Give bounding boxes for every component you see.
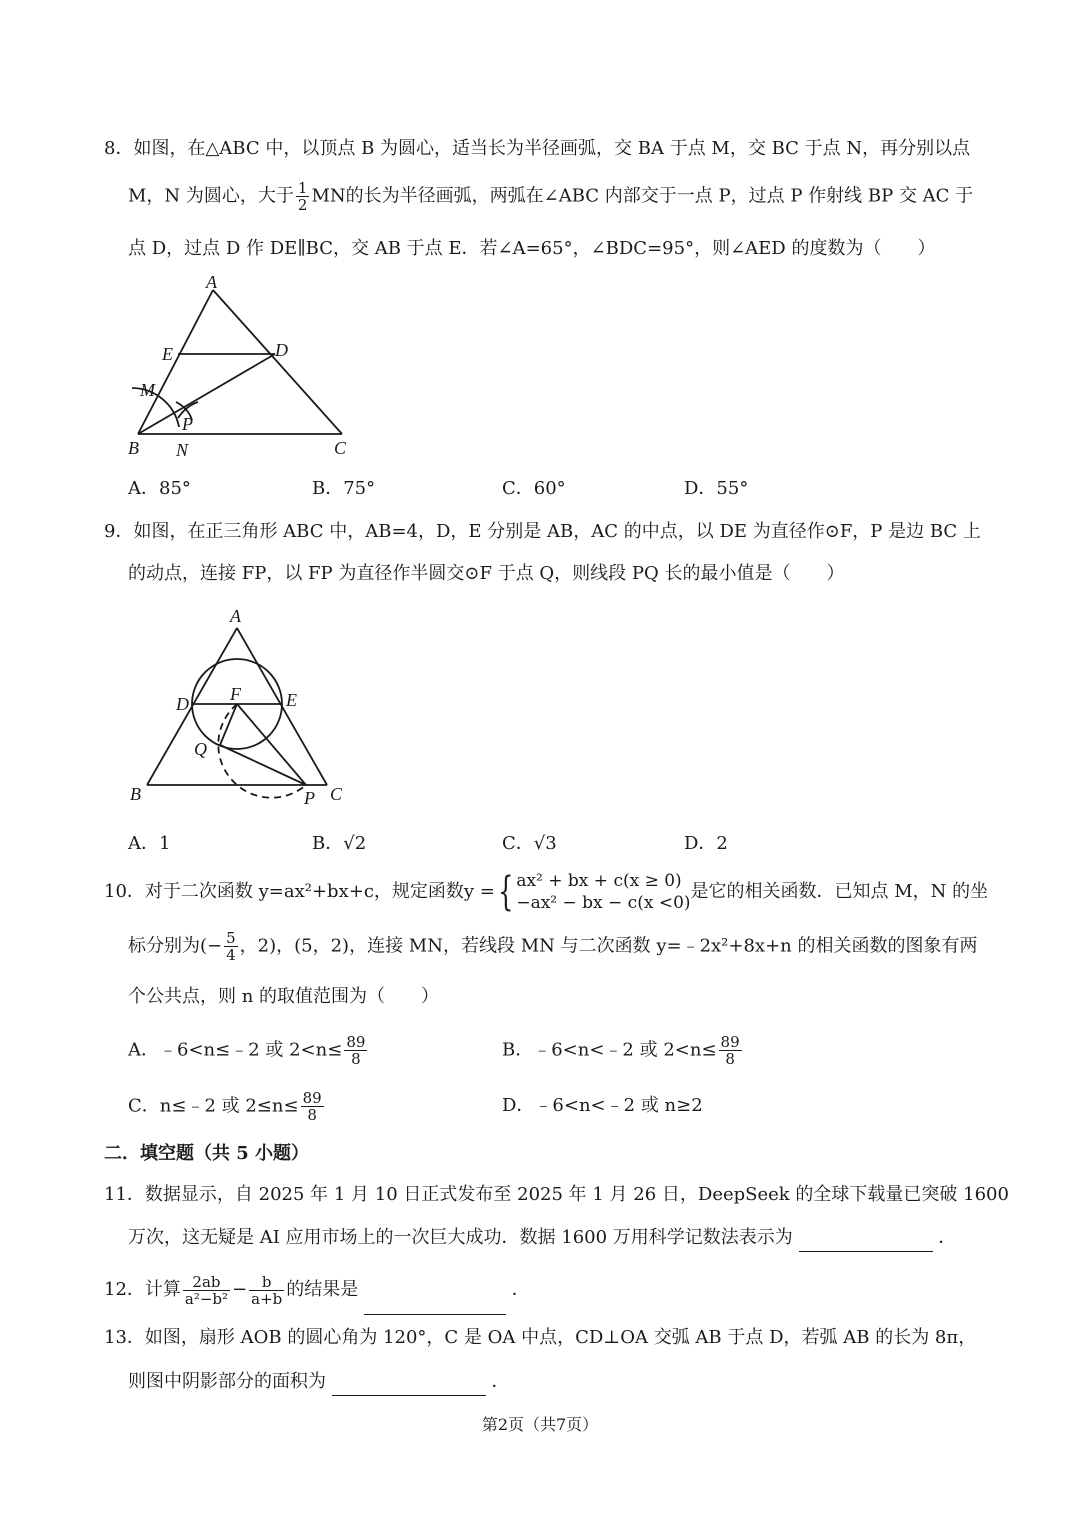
q10-option-b-fraction: $\frac{89}{8}$ — [720, 1033, 740, 1068]
q9-label-q: Q — [194, 739, 207, 759]
q9-label-c: C — [330, 784, 343, 804]
q11-answer-blank[interactable] — [799, 1225, 933, 1252]
q8-figure — [120, 272, 360, 464]
q8-line2: M，N 为圆心，大于 $\frac{1}{2}$ MN的长为半径画弧，两弧在∠ABC 内部交于一点 P，过点 P 作射线 BP 交 AC 于 — [128, 179, 974, 214]
q9-line2: 的动点，连接 FP，以 FP 为直径作半圆交⊙F 于点 Q，则线段 PQ 长的最小值是（ ） — [128, 563, 845, 584]
q9-label-b: B — [130, 784, 141, 804]
q10-piecewise: ax² + bx + c(x ≥ 0) −ax² − bx − c(x <0) — [516, 871, 691, 913]
q8-label-n: N — [176, 440, 189, 460]
q8-option-a: A．85° — [128, 478, 191, 499]
q11-line2: 万次，这无疑是 AI 应用市场上的一次巨大成功．数据 1600 万用科学记数法表示为 ． — [128, 1225, 956, 1252]
q10-option-a-fraction: $\frac{89}{8}$ — [346, 1033, 366, 1068]
q13-line1: 13．如图，扇形 AOB 的圆心角为 120°，C 是 OA 中点，CD⊥OA 交弧 AB 于点 D，若弧 AB 的长为 8π， — [104, 1327, 977, 1348]
q8-option-c: C．60° — [502, 478, 566, 499]
q11-line1: 11．数据显示，自 2025 年 1 月 10 日正式发布至 2025 年 1 月 26 日，DeepSeek 的全球下载量已突破 1600 — [104, 1184, 1009, 1205]
q10-option-b: B．﹣6<n<﹣2 或 2<n≤ $\frac{89}{8}$ — [502, 1033, 740, 1068]
q8-label-d: D — [275, 340, 288, 360]
q9-label-d: D — [176, 694, 189, 714]
q10-brace: { — [497, 869, 514, 915]
q9-option-d: D．2 — [684, 833, 728, 854]
q9-line1: 9．如图，在正三角形 ABC 中，AB=4，D，E 分别是 AB，AC 的中点，以 DE 为直径作⊙F，P 是边 BC 上 — [104, 521, 981, 542]
q13-answer-blank[interactable] — [332, 1369, 486, 1396]
q9-option-c: C．√3 — [502, 833, 557, 854]
q8-label-e: E — [162, 344, 173, 364]
q10-option-c: C．n≤﹣2 或 2≤n≤ $\frac{89}{8}$ — [128, 1089, 322, 1124]
q8-fraction-half: $\frac{1}{2}$ — [297, 179, 308, 214]
q10-option-a: A．﹣6<n≤﹣2 或 2<n≤ $\frac{89}{8}$ — [128, 1033, 366, 1068]
q12-fraction-1: $\frac{2ab}{\text{a²−b²}}$ — [184, 1272, 229, 1308]
q9-option-b: B．√2 — [312, 833, 367, 854]
q8-line3: 点 D，过点 D 作 DE∥BC，交 AB 于点 E．若∠A=65°，∠BDC=95°，则∠AED 的度数为（ ） — [128, 238, 936, 259]
q12-fraction-2: $\frac{b}{a+b}$ — [251, 1272, 283, 1308]
q9-figure — [120, 600, 360, 815]
q8-option-d: D．55° — [684, 478, 749, 499]
q10-line2: 标分别为(− $\frac{5}{4}$ ，2)，(5，2)，连接 MN，若线段 MN 与二次函数 y=﹣2x²+8x+n 的相关函数的图象有两 — [128, 929, 978, 964]
q9-option-a: A．1 — [128, 833, 171, 854]
q9-label-a: A — [230, 606, 241, 626]
q8-label-c: C — [334, 438, 347, 458]
q10-line3: 个公共点，则 n 的取值范围为（ ） — [128, 986, 440, 1007]
q8-label-a: A — [206, 272, 217, 292]
q8-label-b: B — [128, 438, 139, 458]
q12-line: 12．计算 $\frac{2ab}{\text{a²−b²}}$ − $\frac{b}{a+b}$ 的结果是 ． — [104, 1266, 530, 1315]
q10-fraction-5-4: $\frac{5}{4}$ — [226, 929, 236, 964]
q10-option-c-fraction: $\frac{89}{8}$ — [302, 1089, 322, 1124]
q10-option-d: D．﹣6<n<﹣2 或 n≥2 — [502, 1095, 703, 1116]
q10-line1: 10．对于二次函数 y=ax²+bx+c，规定函数y ={ ax² + bx + c(x ≥ 0) −ax² − bx − c(x <0) 是它的相关函数．已知点 M，N 的坐 — [104, 869, 989, 915]
q12-answer-blank[interactable] — [364, 1266, 506, 1315]
q9-segment-qp — [220, 745, 306, 785]
q8-label-m: M — [140, 380, 155, 400]
q8-option-b: B．75° — [312, 478, 376, 499]
q9-label-p: P — [304, 788, 315, 808]
q13-line2: 则图中阴影部分的面积为 ． — [128, 1369, 509, 1396]
q9-label-f: F — [230, 684, 241, 704]
q9-label-e: E — [286, 690, 297, 710]
q8-side-ac — [213, 290, 342, 434]
q8-line1: 8．如图，在△ABC 中，以顶点 B 为圆心，适当长为半径画弧，交 BA 于点 M，交 BC 于点 N，再分别以点 — [104, 138, 971, 159]
page-footer: 第2页（共7页） — [481, 1415, 599, 1434]
q9-segment-fp — [237, 704, 306, 785]
section-title: 二．填空题（共 5 小题） — [104, 1143, 310, 1164]
q8-label-p: P — [182, 414, 193, 434]
